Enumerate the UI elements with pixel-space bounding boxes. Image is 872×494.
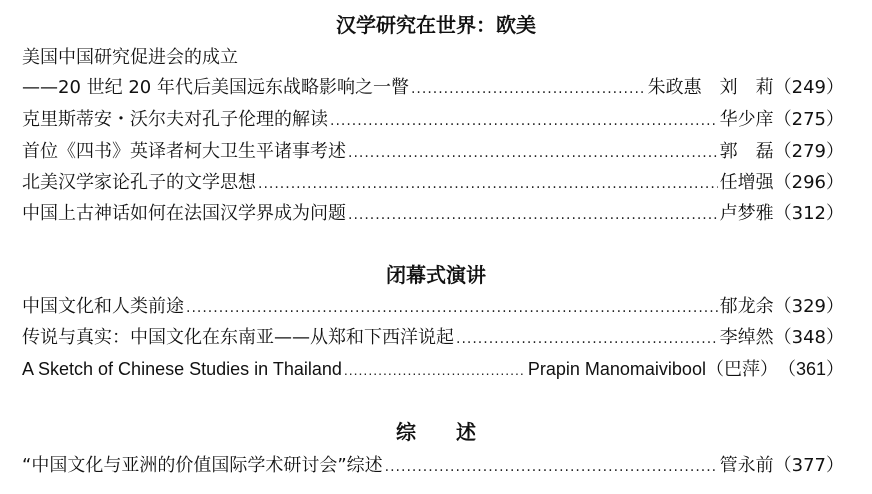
entry-author: 卢梦雅 bbox=[719, 203, 774, 224]
toc-entry bbox=[22, 138, 844, 166]
entry-page-number: （377） bbox=[773, 455, 844, 476]
entry-page-number: （279） bbox=[773, 141, 844, 162]
toc-entry bbox=[22, 106, 844, 134]
entry-title: ——20 世纪 20 年代后美国远东战略影响之一瞥 bbox=[22, 77, 409, 98]
dot-leader bbox=[411, 75, 646, 102]
toc-entry bbox=[22, 44, 844, 72]
toc-entry bbox=[22, 74, 844, 102]
dot-leader bbox=[186, 294, 718, 321]
toc-entry bbox=[22, 355, 844, 383]
entry-page-number: （348） bbox=[773, 327, 844, 348]
entry-author: 郭 磊 bbox=[719, 141, 774, 162]
entry-title: 克里斯蒂安・沃尔夫对孔子伦理的解读 bbox=[22, 109, 328, 130]
section-heading-closing-speeches: 闭幕式演讲 bbox=[386, 263, 486, 287]
entry-page-number: （329） bbox=[773, 296, 844, 317]
dot-leader bbox=[456, 325, 718, 352]
toc-entry bbox=[22, 200, 844, 228]
entry-page-number: （296） bbox=[773, 172, 844, 193]
toc-entry bbox=[22, 169, 844, 197]
toc-entry bbox=[22, 452, 844, 480]
entry-author: 朱政惠 刘 莉 bbox=[647, 77, 774, 98]
dot-leader bbox=[258, 170, 718, 197]
section-heading-europe-america: 汉学研究在世界：欧美 bbox=[336, 13, 536, 37]
entry-page-number: （312） bbox=[773, 203, 844, 224]
entry-title: 中国上古神话如何在法国汉学界成为问题 bbox=[22, 203, 346, 224]
entry-title: 北美汉学家论孔子的文学思想 bbox=[22, 172, 256, 193]
entry-page-number: （361） bbox=[777, 359, 844, 379]
entry-title: A Sketch of Chinese Studies in Thailand bbox=[22, 359, 342, 379]
entry-page-number: （275） bbox=[773, 109, 844, 130]
dot-leader bbox=[344, 356, 526, 383]
entry-author: 李绰然 bbox=[719, 327, 774, 348]
entry-title: 中国文化和人类前途 bbox=[22, 296, 184, 317]
toc-entry bbox=[22, 293, 844, 321]
entry-title: “中国文化与亚洲的价值国际学术研讨会”综述 bbox=[22, 455, 383, 476]
entry-title: 传说与真实：中国文化在东南亚——从郑和下西洋说起 bbox=[22, 327, 454, 348]
entry-title: 美国中国研究促进会的成立 bbox=[22, 47, 238, 68]
entry-author: 郁龙余 bbox=[719, 296, 774, 317]
entry-author: 任增强 bbox=[719, 172, 774, 193]
entry-author: Prapin Manomaivibool（巴萍） bbox=[527, 359, 778, 379]
toc-entry bbox=[22, 324, 844, 352]
entry-title: 首位《四书》英译者柯大卫生平诸事考述 bbox=[22, 141, 346, 162]
entry-author: 管永前 bbox=[719, 455, 774, 476]
entry-page-number: （249） bbox=[773, 77, 844, 98]
dot-leader bbox=[385, 453, 718, 480]
dot-leader bbox=[348, 201, 718, 228]
section-heading-summary: 综 述 bbox=[396, 420, 476, 444]
dot-leader bbox=[330, 107, 718, 134]
dot-leader bbox=[348, 139, 718, 166]
entry-author: 华少庠 bbox=[719, 109, 774, 130]
